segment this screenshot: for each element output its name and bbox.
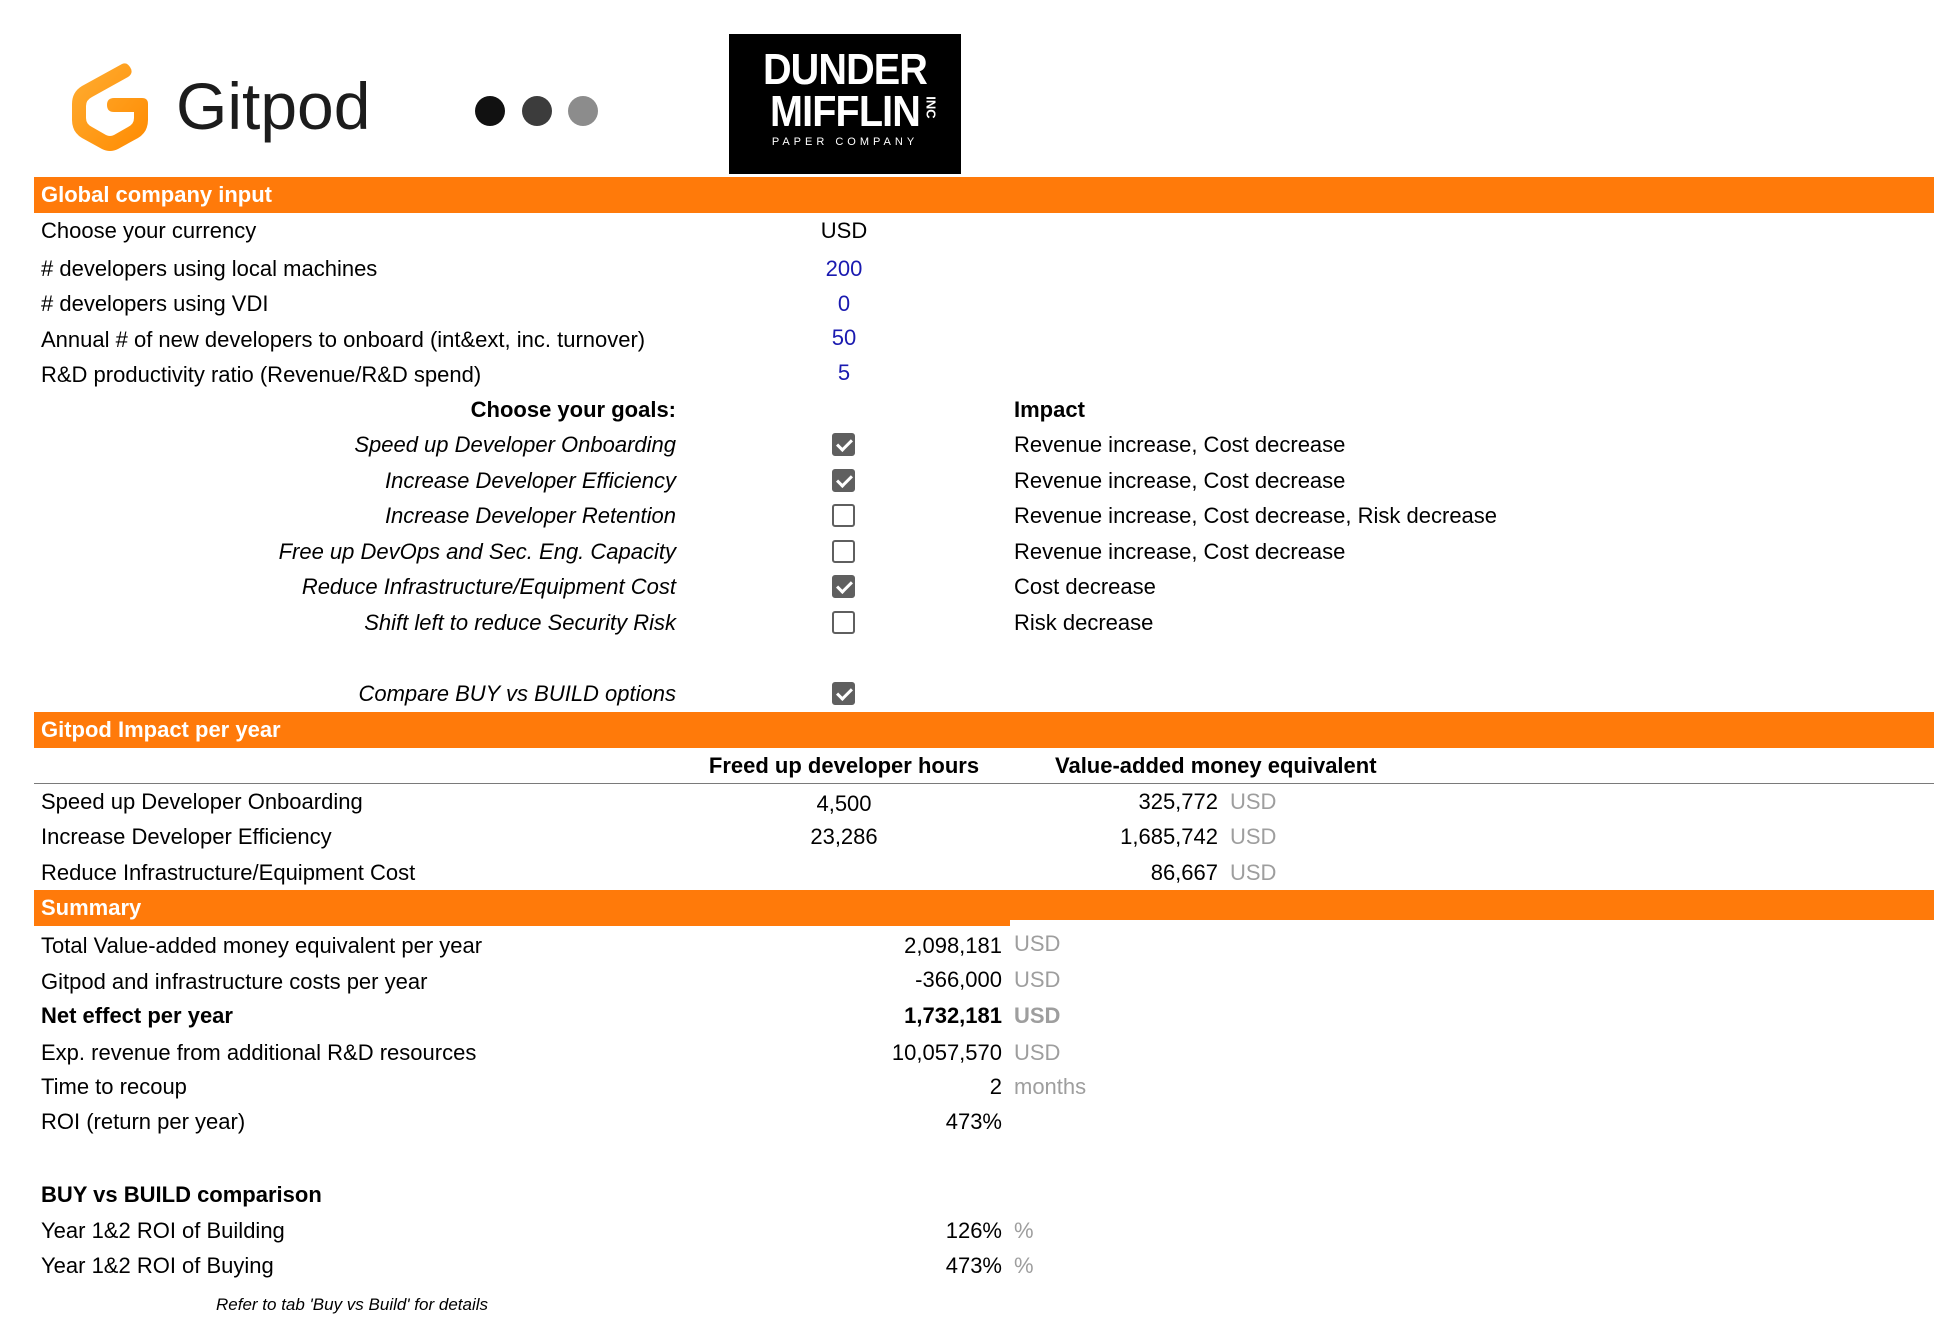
- input-label: # developers using local machines: [41, 256, 378, 281]
- compare-label: Compare BUY vs BUILD options: [358, 681, 676, 706]
- impact-unit: USD: [1230, 789, 1277, 814]
- dot-2: [522, 96, 552, 126]
- dunder-mifflin-logo: [729, 34, 961, 174]
- summary-header-gap: [1010, 920, 1934, 926]
- summary-value: -366,000: [915, 967, 1002, 992]
- summary-label: Gitpod and infrastructure costs per year: [41, 969, 428, 994]
- summary-title: Summary: [41, 895, 142, 920]
- buy-build-value: 126%: [945, 1218, 1002, 1243]
- goal-checkbox-devops[interactable]: [832, 540, 855, 563]
- gitpod-logo: [64, 52, 394, 162]
- buy-build-title: BUY vs BUILD comparison: [41, 1182, 322, 1207]
- goal-impact: Revenue increase, Cost decrease, Risk decrease: [1014, 503, 1498, 528]
- goal-impact: Revenue increase, Cost decrease: [1014, 539, 1346, 564]
- summary-unit: USD: [1014, 1040, 1061, 1065]
- summary-unit: months: [1014, 1074, 1087, 1099]
- compare-checkbox[interactable]: [832, 682, 855, 705]
- brand-name: Gitpod: [176, 69, 371, 143]
- global-input-title: Global company input: [41, 182, 273, 207]
- local-devs-input[interactable]: 200: [825, 256, 863, 281]
- impact-label: Reduce Infrastructure/Equipment Cost: [41, 860, 416, 885]
- goal-checkbox-efficiency[interactable]: [832, 469, 855, 492]
- goal-impact: Cost decrease: [1014, 574, 1156, 599]
- goal-impact: Revenue increase, Cost decrease: [1014, 468, 1346, 493]
- goal-label: Shift left to reduce Security Risk: [364, 610, 676, 635]
- global-input-header: [34, 177, 1934, 213]
- summary-label: Exp. revenue from additional R&D resources: [41, 1040, 477, 1065]
- summary-value: 1,732,181: [904, 1003, 1002, 1028]
- summary-value: 10,057,570: [891, 1040, 1002, 1065]
- impact-value: 325,772: [1138, 789, 1218, 814]
- goal-label: Speed up Developer Onboarding: [354, 432, 676, 457]
- window-dots: [475, 96, 605, 128]
- impact-col-hours: Freed up developer hours: [708, 753, 980, 778]
- buy-build-label: Year 1&2 ROI of Building: [41, 1218, 285, 1243]
- buy-build-note: Refer to tab 'Buy vs Build' for details: [216, 1295, 489, 1314]
- impact-section-header: [34, 712, 1934, 748]
- impact-label: Speed up Developer Onboarding: [41, 789, 363, 814]
- goal-checkbox-retention[interactable]: [832, 504, 855, 527]
- goal-checkbox-infrastructure[interactable]: [832, 575, 855, 598]
- summary-label: ROI (return per year): [41, 1109, 246, 1134]
- logo-inc: INC: [923, 96, 939, 119]
- productivity-ratio-input[interactable]: 5: [837, 360, 851, 385]
- vdi-devs-input[interactable]: 0: [837, 291, 851, 316]
- goal-impact: Risk decrease: [1014, 610, 1154, 635]
- impact-header-divider: [34, 783, 1934, 784]
- summary-unit: USD: [1014, 931, 1061, 956]
- impact-hours: 23,286: [810, 824, 878, 849]
- goal-impact: Revenue increase, Cost decrease: [1014, 432, 1346, 457]
- input-label: Choose your currency: [41, 218, 257, 243]
- logo-tagline: PAPER COMPANY: [771, 136, 919, 148]
- goal-label: Reduce Infrastructure/Equipment Cost: [301, 574, 676, 599]
- summary-unit: USD: [1014, 1003, 1061, 1028]
- input-label: R&D productivity ratio (Revenue/R&D spend): [41, 362, 482, 387]
- goal-checkbox-security[interactable]: [832, 611, 855, 634]
- buy-build-unit: %: [1014, 1253, 1034, 1278]
- goal-checkbox-onboarding[interactable]: [832, 433, 855, 456]
- logo-line-1: DUNDER: [762, 45, 927, 94]
- impact-section-title: Gitpod Impact per year: [41, 717, 281, 742]
- onboard-devs-input[interactable]: 50: [831, 325, 857, 350]
- summary-label: Total Value-added money equivalent per year: [41, 933, 483, 958]
- input-label: # developers using VDI: [41, 291, 269, 316]
- goal-label: Increase Developer Retention: [384, 503, 676, 528]
- impact-value: 1,685,742: [1120, 824, 1218, 849]
- summary-unit: USD: [1014, 967, 1061, 992]
- goal-label: Free up DevOps and Sec. Eng. Capacity: [278, 539, 676, 564]
- gitpod-logo-icon: [64, 54, 156, 154]
- impact-hours: 4,500: [816, 791, 872, 816]
- summary-label: Net effect per year: [41, 1003, 233, 1028]
- impact-value: 86,667: [1150, 860, 1218, 885]
- dot-3: [568, 96, 598, 126]
- summary-label: Time to recoup: [41, 1074, 187, 1099]
- dot-1: [475, 96, 505, 126]
- summary-value: 473%: [945, 1109, 1002, 1134]
- input-label: Annual # of new developers to onboard (int&ext, inc. turnover): [41, 327, 646, 352]
- buy-build-label: Year 1&2 ROI of Buying: [41, 1253, 274, 1278]
- summary-value: 2: [989, 1074, 1002, 1099]
- currency-select[interactable]: USD: [820, 218, 868, 243]
- impact-label: Increase Developer Efficiency: [41, 824, 332, 849]
- goal-label: Increase Developer Efficiency: [384, 468, 676, 493]
- buy-build-value: 473%: [945, 1253, 1002, 1278]
- logo-line-2: MIFFLIN: [770, 87, 920, 136]
- impact-unit: USD: [1230, 824, 1277, 849]
- impact-header: Impact: [1014, 397, 1085, 422]
- buy-build-unit: %: [1014, 1218, 1034, 1243]
- impact-col-value: Value-added money equivalent: [1055, 753, 1377, 778]
- goals-header: Choose your goals:: [470, 397, 676, 422]
- summary-value: 2,098,181: [904, 933, 1002, 958]
- impact-unit: USD: [1230, 860, 1277, 885]
